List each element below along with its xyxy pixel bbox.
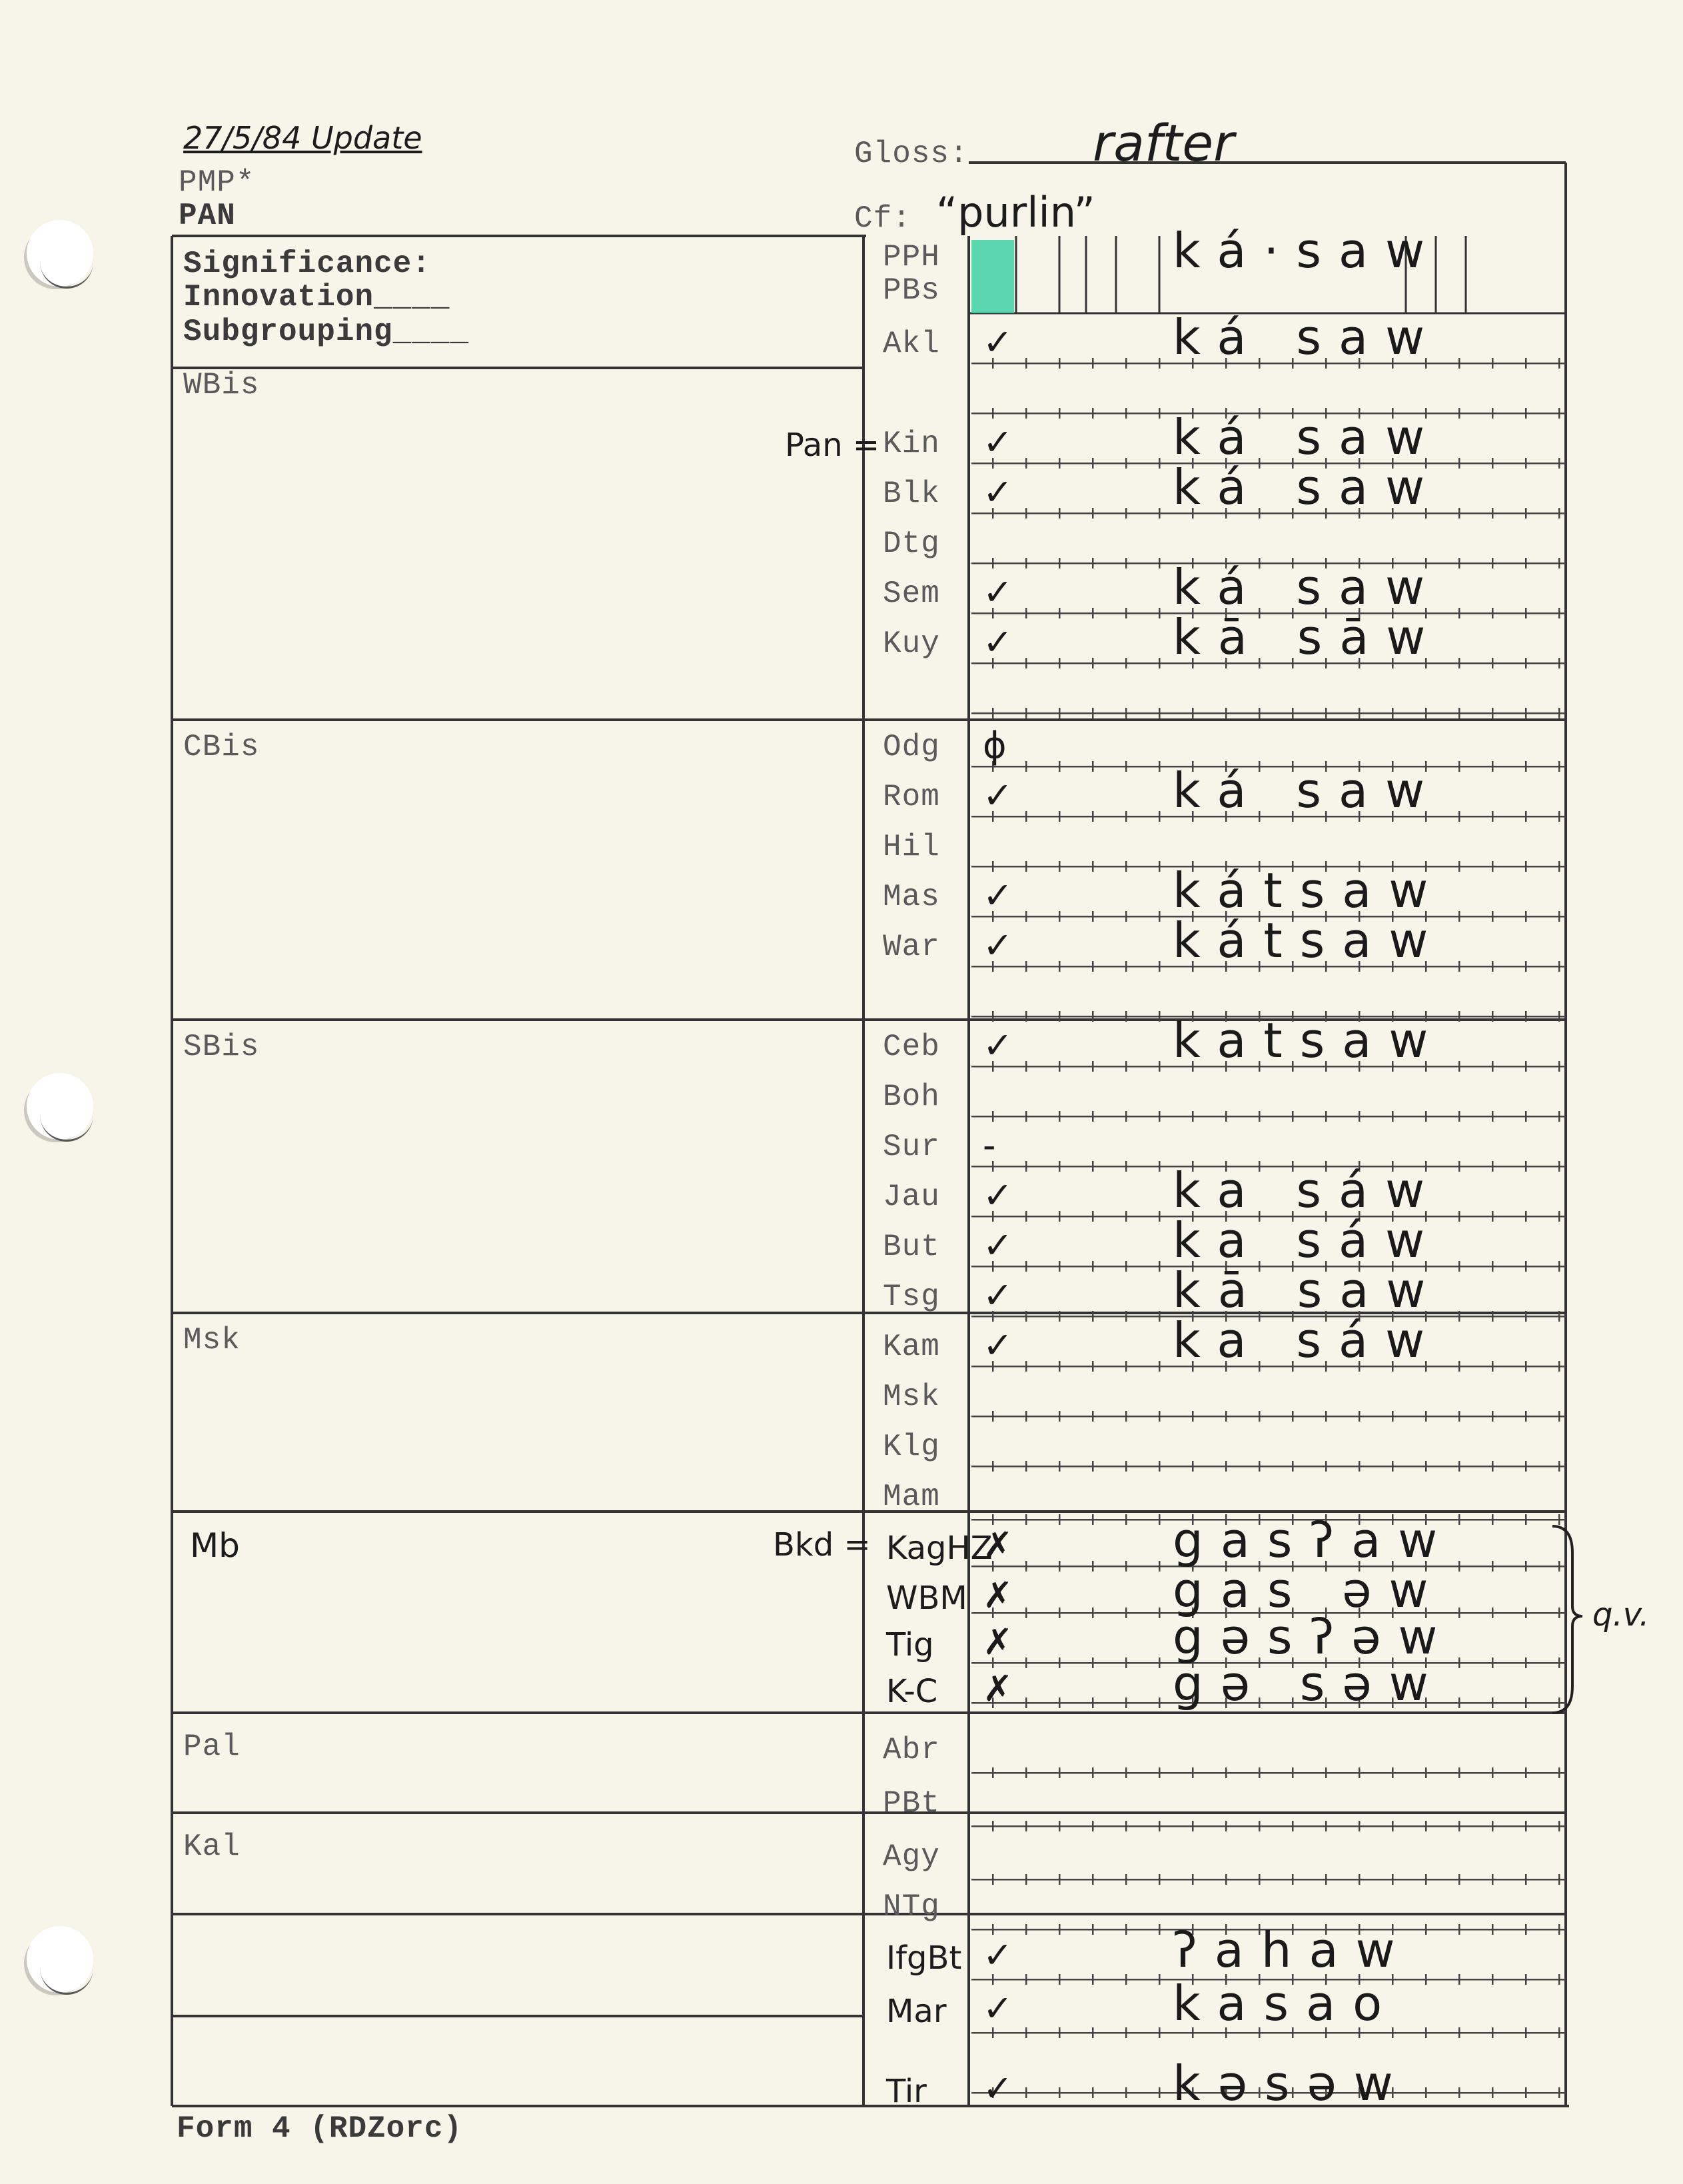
row-form-blk: ká saw (1173, 459, 1442, 515)
row-form-ifgbt: ʔahaw (1173, 1922, 1412, 1978)
row-form-war: kátsaw (1173, 912, 1446, 968)
innovation-field: Innovation____ (183, 280, 450, 315)
row-mark-tsg: ✓ (983, 1274, 1013, 1316)
pan-annotation: Pan = (785, 427, 880, 464)
section-pal: Pal (183, 1729, 241, 1764)
row-form-tir: kəsəw (1173, 2055, 1410, 2111)
row-form-mas: kátsaw (1173, 862, 1446, 918)
row-code-pph: PPH (883, 240, 940, 275)
row-code-war: War (883, 930, 940, 964)
row-code-mas: Mas (883, 880, 940, 914)
section-wbis: WBis (183, 368, 260, 403)
row-code-ceb: Ceb (883, 1030, 940, 1064)
cf-label: Cf: (854, 201, 911, 236)
section-kal: Kal (183, 1829, 241, 1864)
section-cbis: CBis (183, 730, 260, 764)
row-form-kaghz: gasʔaw (1173, 1512, 1455, 1568)
row-form-rom: ká saw (1173, 762, 1442, 818)
row-code-odg: Odg (883, 730, 940, 764)
row-mark-ceb: ✓ (983, 1024, 1013, 1066)
pan-label: PAN (179, 199, 236, 233)
row-mark-but: ✓ (983, 1224, 1013, 1266)
row-code-agy: Agy (883, 1839, 940, 1874)
row-form-kin: ká saw (1173, 409, 1442, 465)
row-form-sem: ká saw (1173, 559, 1442, 615)
row-form-kc: gə səw (1173, 1655, 1446, 1711)
row-code-mar: Mar (886, 1993, 947, 2030)
row-mark-kam: ✓ (983, 1324, 1013, 1366)
row-code-pbs: PBs (883, 273, 940, 308)
row-code-msk: Msk (883, 1380, 940, 1414)
bkd-annotation: Bkd = (773, 1526, 871, 1564)
row-code-dtg: Dtg (883, 527, 940, 561)
row-code-klg: Klg (883, 1430, 940, 1464)
row-code-boh: Boh (883, 1080, 940, 1114)
date-update: 27/5/84 Update (183, 120, 422, 156)
gloss-value: rafter (1093, 113, 1235, 173)
row-mark-blk: ✓ (983, 471, 1013, 513)
row-code-rom: Rom (883, 780, 940, 814)
row-mark-mar: ✓ (983, 1987, 1013, 2029)
row-code-but: But (883, 1230, 940, 1264)
row-code-tir: Tir (886, 2073, 927, 2110)
row-mark-kin: ✓ (983, 421, 1013, 463)
cf-value: “purlin” (936, 188, 1095, 237)
row-mark-akl: ✓ (983, 321, 1013, 363)
row-code-kc: K-C (886, 1673, 938, 1710)
row-code-ifgbt: IfgBt (886, 1939, 962, 1977)
form-footer: Form 4 (RDZorc) (177, 2111, 463, 2146)
row-mark-mas: ✓ (983, 874, 1013, 916)
gloss-label: Gloss: (854, 137, 969, 171)
row-code-sem: Sem (883, 576, 940, 611)
section-sbis: SBis (183, 1030, 260, 1064)
subgrouping-field: Subgrouping____ (183, 315, 470, 349)
row-mark-odg: ϕ (983, 724, 1007, 766)
pmp-label: PMP* (179, 165, 255, 200)
row-code-hil: Hil (883, 830, 940, 864)
row-mark-ifgbt: ✓ (983, 1934, 1013, 1976)
row-form-jau: ka sáw (1173, 1162, 1442, 1218)
row-code-kam: Kam (883, 1330, 940, 1364)
row-mark-kaghz: ✗ (983, 1524, 1013, 1566)
row-code-akl: Akl (883, 327, 940, 361)
row-mark-jau: ✓ (983, 1174, 1013, 1216)
row-form-akl: ká saw (1173, 309, 1442, 365)
qv-annotation: q.v. (1592, 1596, 1650, 1634)
row-mark-wbm: ✗ (983, 1574, 1013, 1616)
row-code-kin: Kin (883, 427, 940, 461)
row-code-tsg: Tsg (883, 1280, 940, 1314)
row-mark-sur: - (983, 1124, 996, 1166)
row-code-kuy: Kuy (883, 626, 940, 661)
row-code-mam: Mam (883, 1480, 940, 1514)
row-form-kam: ka sáw (1173, 1312, 1442, 1368)
row-code-kaghz: KagHZ (886, 1530, 993, 1567)
section-mb: Mb (190, 1526, 240, 1565)
row-form-ceb: katsaw (1173, 1012, 1446, 1068)
row-mark-rom: ✓ (983, 774, 1013, 816)
row-form-tsg: kā saw (1173, 1262, 1443, 1318)
row-form-mar: kasao (1173, 1975, 1400, 2031)
row-mark-kc: ✗ (983, 1667, 1013, 1709)
row-mark-war: ✓ (983, 924, 1013, 966)
row-code-pbt: PBt (883, 1786, 940, 1821)
row-form-tig: gəsʔəw (1173, 1609, 1455, 1665)
section-msk: Msk (183, 1323, 241, 1358)
row-mark-tir: ✓ (983, 2067, 1013, 2109)
row-form-but: ka sáw (1173, 1212, 1442, 1268)
row-code-abr: Abr (883, 1733, 940, 1767)
row-form-wbm: gas əw (1173, 1562, 1446, 1618)
row-code-sur: Sur (883, 1130, 940, 1164)
row-form-pph: ká·saw (1173, 223, 1442, 279)
row-code-ntg: NTg (883, 1889, 940, 1924)
row-code-tig: Tig (886, 1626, 934, 1663)
row-mark-sem: ✓ (983, 571, 1013, 613)
row-form-kuy: kā sāw (1173, 609, 1443, 665)
row-mark-tig: ✗ (983, 1621, 1013, 1663)
significance-title: Significance: (183, 247, 431, 281)
row-code-jau: Jau (883, 1180, 940, 1214)
row-code-blk: Blk (883, 477, 940, 511)
row-code-wbm: WBM (886, 1580, 967, 1617)
row-mark-kuy: ✓ (983, 621, 1013, 663)
